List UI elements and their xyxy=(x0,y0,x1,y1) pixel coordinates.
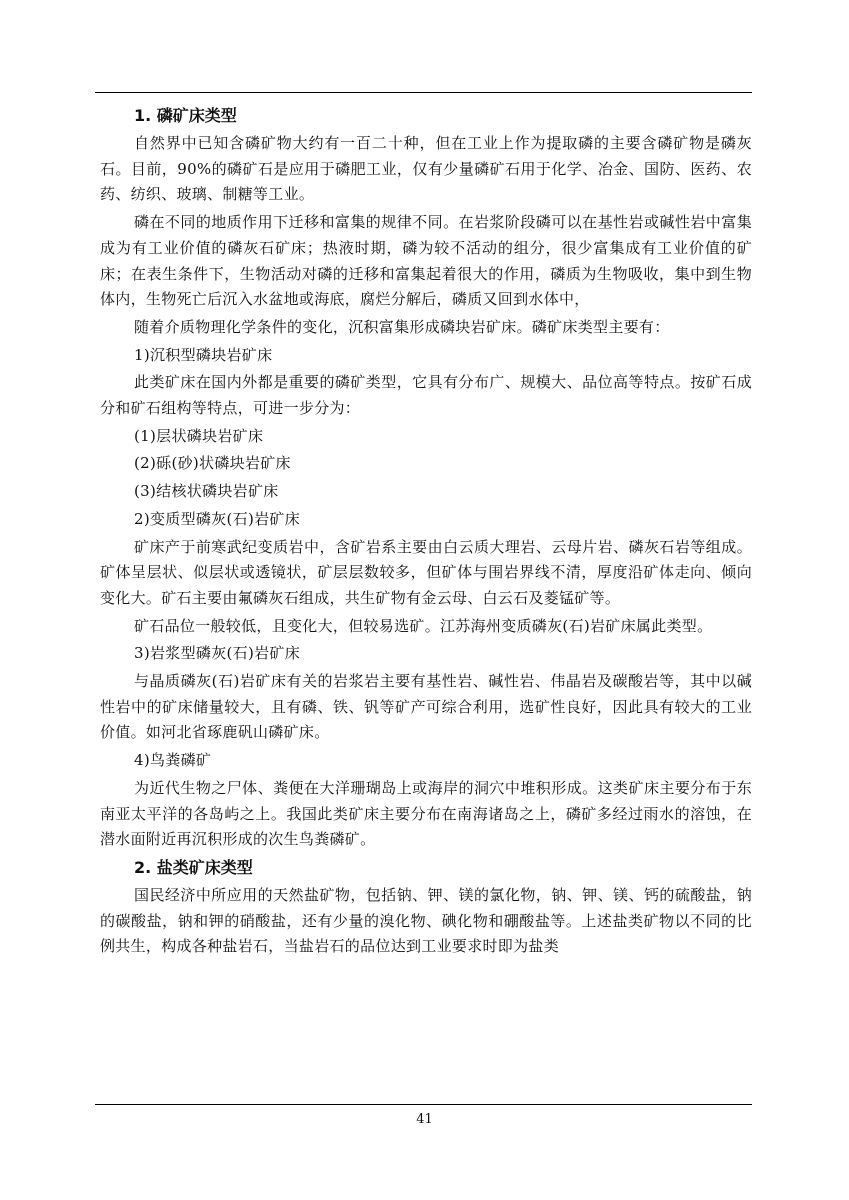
section-heading-salt: 2. 盐类矿床类型 xyxy=(134,857,253,877)
page-body xyxy=(100,103,752,962)
section-heading-phosphate: 1. 磷矿床类型 xyxy=(134,106,237,125)
subheading-magmatic: 3)岩浆型磷灰(石)岩矿床 xyxy=(134,644,301,663)
footer-rule xyxy=(95,1104,752,1105)
subheading-guano: 4)鸟粪磷矿 xyxy=(134,751,212,770)
list-item: (1)层状磷块岩矿床 xyxy=(134,426,264,445)
paragraph-phosphate-minerals: 自然界中已知含磷矿物大约有一百二十种，但在工业上作为提取磷的主要含磷矿物是磷灰石。目前，90%的磷矿石是应用于磷肥工业，仅有少量磷矿石用于化学、冶金、国防、医药、农药、纺织、玻璃、制糖等工业。 xyxy=(100,134,752,204)
paragraph-salt-minerals: 国民经济中所应用的天然盐矿物，包括钠、钾、镁的氯化物，钠、钾、镁、钙的硫酸盐，钠的碳酸盐，钠和钾的硝酸盐，还有少量的溴化物、碘化物和硼酸盐等。上述盐类矿物以不同的比例共生，构成各种盐岩石，当盐岩石的品位达到工业要求时即为盐类 xyxy=(100,885,752,956)
paragraph-sedimentary-desc: 此类矿床在国内外都是重要的磷矿类型，它具有分布广、规模大、品位高等特点。按矿石成分和矿石组构等特点，可进一步分为： xyxy=(100,373,752,418)
list-item: (3)结核状磷块岩矿床 xyxy=(134,482,279,501)
subheading-sedimentary: 1)沉积型磷块岩矿床 xyxy=(134,345,273,364)
paragraph-metamorphic-desc: 矿床产于前寒武纪变质岩中，含矿岩系主要由白云质大理岩、云母片岩、磷灰石岩等组成。矿体呈层状、似层状或透镜状，矿层层数较多，但矿体与围岩界线不清，厚度沿矿体走向、倾向变化大。矿石主要由氟磷灰石组成，共生矿物有金云母、白云石及菱锰矿等。 xyxy=(100,537,752,607)
list-item: (2)砾(砂)状磷块岩矿床 xyxy=(134,454,291,473)
paragraph-phosphate-migration: 磷在不同的地质作用下迁移和富集的规律不同。在岩浆阶段磷可以在基性岩或碱性岩中富集成为有工业价值的磷灰石矿床；热液时期，磷为较不活动的组分，很少富集成有工业价值的矿床；在表生条件下，生物活动对磷的迁移和富集起着很大的作用，磷质为生物吸收，集中到生物体内，生物死亡后沉入水盆地或海底，腐烂分解后，磷质又回到水体中， xyxy=(100,213,752,309)
paragraph-phosphate-types-intro: 随着介质物理化学条件的变化，沉积富集形成磷块岩矿床。磷矿床类型主要有： xyxy=(134,317,670,336)
subheading-metamorphic: 2)变质型磷灰(石)岩矿床 xyxy=(134,509,301,528)
paragraph-metamorphic-grade: 矿石品位一般较低，且变化大，但较易选矿。江苏海州变质磷灰(石)岩矿床属此类型。 xyxy=(134,616,713,635)
page-number: 41 xyxy=(416,1112,433,1127)
paragraph-magmatic-desc: 与晶质磷灰(石)岩矿床有关的岩浆岩主要有基性岩、碱性岩、伟晶岩及碳酸岩等，其中以碱性岩中的矿床储量较大，且有磷、铁、钒等矿产可综合利用，选矿性良好，因此具有较大的工业价值。如河北省琢鹿矾山磷矿床。 xyxy=(100,672,752,742)
paragraph-guano-desc: 为近代生物之尸体、粪便在大洋珊瑚岛上或海岸的洞穴中堆积形成。这类矿床主要分布于东南亚太平洋的各岛屿之上。我国此类矿床主要分布在南海诸岛之上，磷矿多经过雨水的溶蚀，在潜水面附近再沉积形成的次生鸟粪磷矿。 xyxy=(100,778,752,849)
header-rule xyxy=(95,92,752,93)
